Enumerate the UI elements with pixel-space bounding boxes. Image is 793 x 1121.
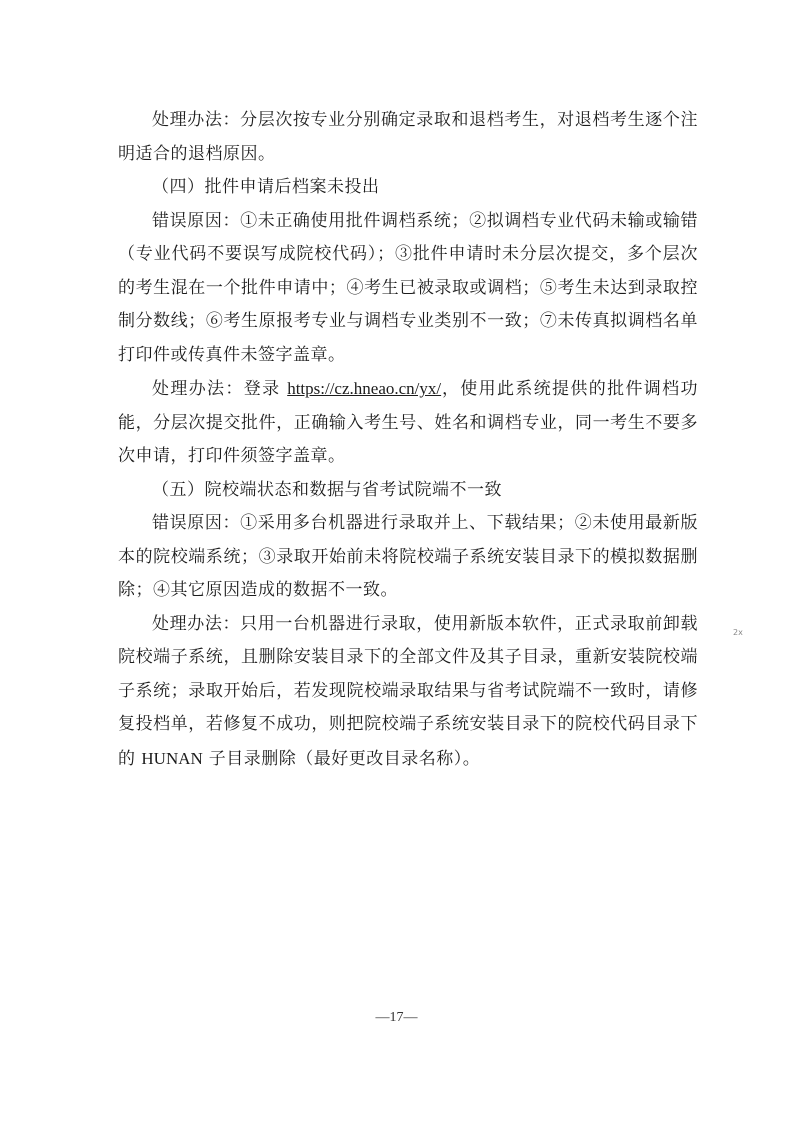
document-body (118, 104, 698, 776)
paragraph-handling-method-4 (118, 372, 698, 474)
paragraph-text: 子目录删除（最好更改目录名称）。 (202, 748, 481, 769)
section-heading-5: （五）院校端状态和数据与省考试院端不一致 (152, 479, 502, 500)
paragraph-text: 处理办法：登录 (152, 379, 288, 399)
system-url-link[interactable]: https://cz.hneao.cn/yx/ (287, 379, 442, 398)
paragraph-error-causes-4: 错误原因：①未正确使用批件调档系统；②拟调档专业代码未输或输错（专业代码不要误写成院校代码）；③批件申请时未分层次提交，多个层次的考生混在一个批件申请中；④考生已被录取或调档；⑤考生未达到录取控制分数线；⑥考生原报考专业与调档专业类别不一致；⑦未传真拟调档名单打印件或传真件未签字盖章。 (118, 210, 698, 365)
paragraph-error-causes-5: 错误原因：①采用多台机器进行录取并上、下载结果；②未使用最新版本的院校端系统；③录取开始前未将院校端子系统安装目录下的模拟数据删除；④其它原因造成的数据不一致。 (118, 513, 698, 600)
paragraph-text: 处理办法：只用一台机器进行录取，使用新版本软件，正式录取前卸载院校端子系统，且删除安装目录下的全部文件及其子目录，重新安装院校端子系统；录取开始后，若发现院校端录取结果与省考试院端不一致时，请修复投档单，若修复不成功，则把院校端子系统安装目录下的院校代码目录下的 (118, 613, 698, 769)
paragraph-text: ，使用此系统提供的批件调档功能，分层次提交批件，正确输入考生号、姓名和调档专业，同一考生不要多次申请，打印件须签字盖章。 (118, 379, 699, 466)
page-number: —17— (375, 1010, 418, 1025)
paragraph-handling-method-1: 处理办法：分层次按专业分别确定录取和退档考生，对退档考生逐个注明适合的退档原因。 (118, 110, 698, 164)
margin-mark: 2x (733, 628, 743, 637)
section-heading-4: （四）批件申请后档案未投出 (152, 177, 380, 197)
directory-name: HUNAN (141, 748, 203, 768)
paragraph-handling-method-5 (118, 608, 698, 777)
